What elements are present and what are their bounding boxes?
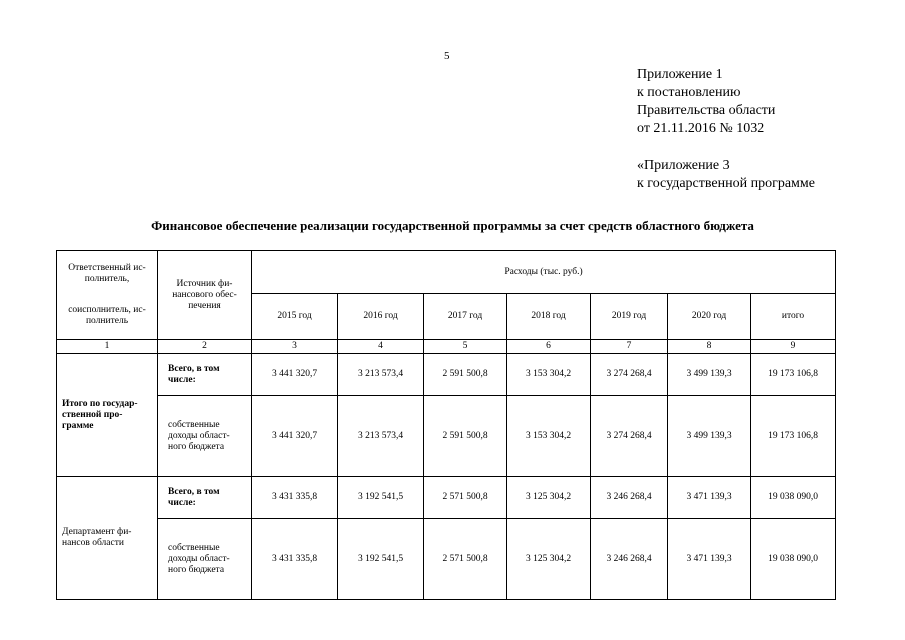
amount-cell: 3 441 320,7: [252, 354, 338, 396]
amount-cell: 2 571 500,8: [424, 519, 507, 600]
amount-cell: 3 125 304,2: [507, 519, 591, 600]
appendix-block: [637, 66, 815, 193]
column-number: 5: [424, 340, 507, 354]
amount-cell: 3 246 268,4: [591, 477, 668, 519]
column-number: 2: [158, 340, 252, 354]
amount-cell: 3 499 139,3: [668, 354, 751, 396]
amount-cell: 3 213 573,4: [338, 354, 424, 396]
column-number: 7: [591, 340, 668, 354]
responsible-executor: Департамент фи- нансов области: [57, 477, 158, 600]
table-row: [57, 477, 836, 519]
column-number: 1: [57, 340, 158, 354]
amount-cell: 3 213 573,4: [338, 396, 424, 477]
amount-cell: 3 153 304,2: [507, 354, 591, 396]
appendix-line: Правительства области: [637, 103, 776, 118]
column-number: 9: [751, 340, 836, 354]
header-responsible-bottom: соисполнитель, ис- полнитель: [68, 305, 146, 326]
funding-source: Всего, в том числе:: [158, 477, 252, 519]
appendix-line: от 21.11.2016 № 1032: [637, 121, 765, 136]
column-number: 3: [252, 340, 338, 354]
column-number: 8: [668, 340, 751, 354]
amount-cell: 3 125 304,2: [507, 477, 591, 519]
header-year: 2017 год: [424, 294, 507, 340]
amount-cell: 3 192 541,5: [338, 477, 424, 519]
header-year: 2019 год: [591, 294, 668, 340]
amount-cell: 3 499 139,3: [668, 396, 751, 477]
table-row: [57, 354, 836, 396]
header-expenses: Расходы (тыс. руб.): [252, 251, 836, 294]
amount-cell: 3 153 304,2: [507, 396, 591, 477]
amount-cell: 3 431 335,8: [252, 519, 338, 600]
funding-source: собственные доходы област- ного бюджета: [158, 396, 252, 477]
header-year: 2015 год: [252, 294, 338, 340]
appendix-line: «Приложение 3: [637, 158, 730, 173]
header-year: итого: [751, 294, 836, 340]
amount-cell: 3 431 335,8: [252, 477, 338, 519]
appendix-line: к постановлению: [637, 85, 741, 100]
amount-cell: 3 471 139,3: [668, 477, 751, 519]
amount-cell: 3 274 268,4: [591, 354, 668, 396]
funding-source: Всего, в том числе:: [158, 354, 252, 396]
header-year: 2020 год: [668, 294, 751, 340]
amount-cell: 3 274 268,4: [591, 396, 668, 477]
amount-cell: 19 173 106,8: [751, 396, 836, 477]
amount-cell: 19 038 090,0: [751, 519, 836, 600]
amount-cell: 19 038 090,0: [751, 477, 836, 519]
header-responsible: [57, 251, 158, 340]
amount-cell: 3 441 320,7: [252, 396, 338, 477]
column-number: 4: [338, 340, 424, 354]
amount-cell: 3 192 541,5: [338, 519, 424, 600]
amount-cell: 19 173 106,8: [751, 354, 836, 396]
responsible-executor: Итого по государ- ственной про- грамме: [57, 354, 158, 477]
finance-table: [56, 250, 836, 600]
header-year: 2016 год: [338, 294, 424, 340]
column-number: 6: [507, 340, 591, 354]
header-source: Источник фи- нансового обес- печения: [158, 251, 252, 340]
appendix-line: к государственной программе: [637, 176, 815, 191]
amount-cell: 3 471 139,3: [668, 519, 751, 600]
page-number: 5: [444, 50, 450, 62]
table-row: [57, 396, 836, 477]
appendix-gap: [637, 138, 815, 157]
amount-cell: 2 591 500,8: [424, 354, 507, 396]
header-responsible-top: Ответственный ис- полнитель,: [68, 263, 146, 284]
amount-cell: 3 246 268,4: [591, 519, 668, 600]
amount-cell: 2 591 500,8: [424, 396, 507, 477]
header-year: 2018 год: [507, 294, 591, 340]
amount-cell: 2 571 500,8: [424, 477, 507, 519]
funding-source: собственные доходы област- ного бюджета: [158, 519, 252, 600]
document-title: Финансовое обеспечение реализации государственной программы за счет средств областного бюджета: [151, 218, 754, 233]
table-row: [57, 519, 836, 600]
appendix-line: Приложение 1: [637, 67, 723, 82]
